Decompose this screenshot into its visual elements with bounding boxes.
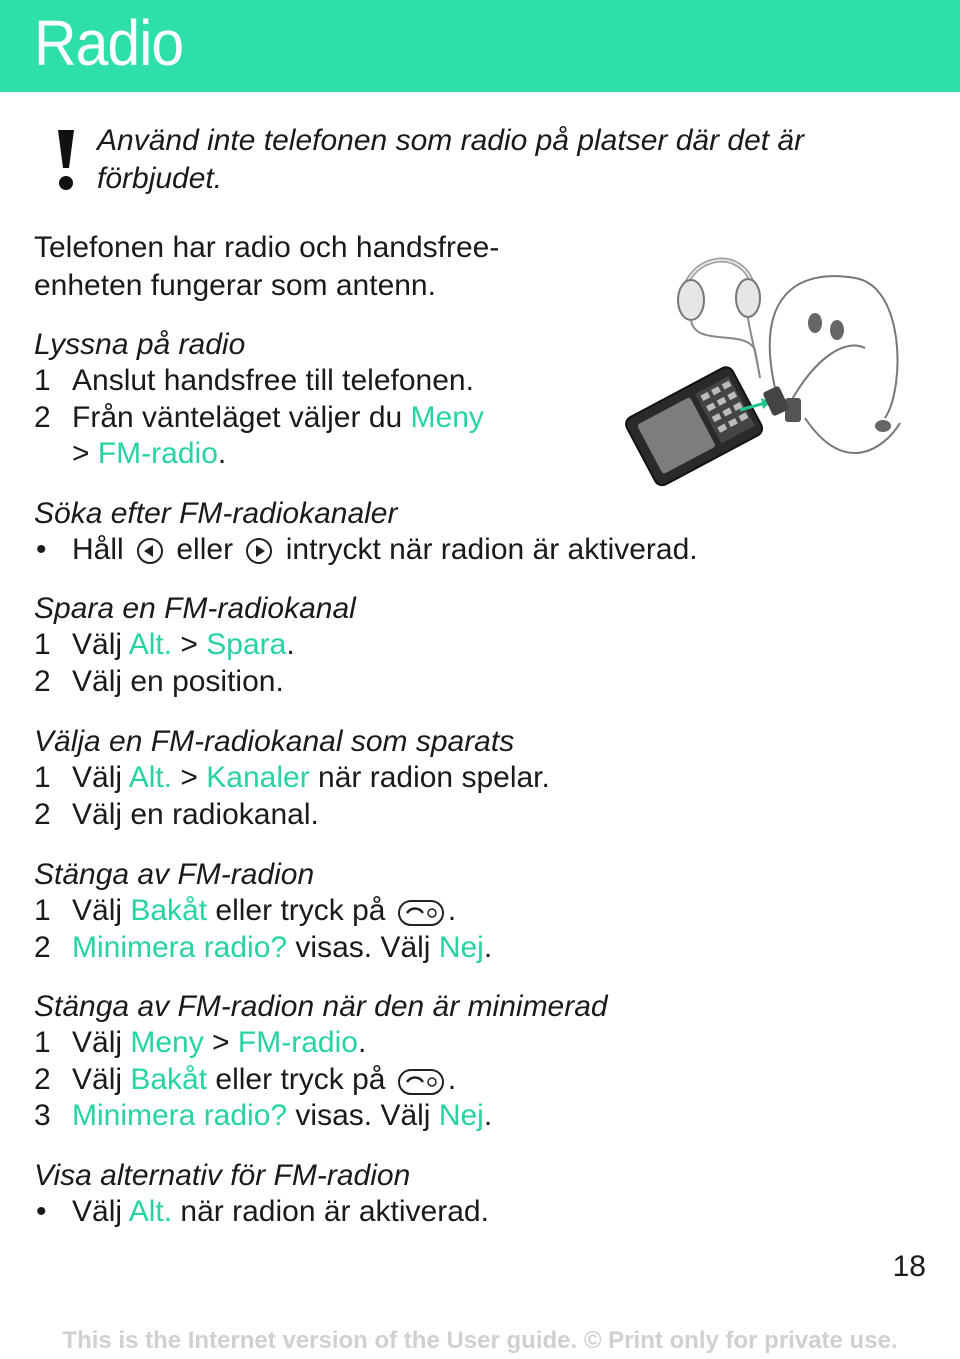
step-number: 2 xyxy=(34,1062,51,1096)
separator: > xyxy=(203,1026,238,1059)
step-text: Välj xyxy=(72,1062,131,1096)
menu-term: Nej xyxy=(438,930,484,964)
menu-term: Alt. xyxy=(128,761,173,794)
menu-term: Nej xyxy=(438,1099,484,1132)
section-heading: Lyssna på radio xyxy=(34,328,246,361)
section-options xyxy=(34,1158,914,1231)
menu-term: Spara xyxy=(206,628,287,661)
separator: > xyxy=(172,761,207,794)
menu-term: FM-radio xyxy=(97,437,218,470)
list-item xyxy=(34,532,914,569)
menu-term: Kanaler xyxy=(206,761,310,794)
step-number: 2 xyxy=(34,930,51,964)
punctuation: . xyxy=(447,894,457,927)
list-item xyxy=(34,1025,914,1062)
menu-term: Bakåt xyxy=(130,1062,208,1096)
section-heading: Stänga av FM-radion xyxy=(34,858,315,891)
step-text: Håll xyxy=(72,533,124,566)
exclamation-icon xyxy=(55,128,77,192)
section-heading: Spara en FM-radiokanal xyxy=(34,592,356,625)
step-number: 1 xyxy=(34,628,51,661)
punctuation: . xyxy=(357,1026,367,1059)
list-item xyxy=(34,893,914,930)
step-number: 2 xyxy=(34,664,51,698)
step-number: 1 xyxy=(34,894,51,927)
list-item xyxy=(34,1194,914,1231)
list-item xyxy=(34,760,914,797)
section-listen xyxy=(34,327,914,473)
punctuation: . xyxy=(483,930,493,964)
menu-term: Minimera radio? xyxy=(72,1099,288,1132)
step-number: 1 xyxy=(34,1026,51,1059)
bullet: • xyxy=(36,1195,47,1228)
step-number: 1 xyxy=(34,761,51,794)
separator: > xyxy=(172,628,207,661)
footer-notice: This is the Internet version of the User guide. © Print only for private use. xyxy=(62,1327,898,1354)
list-item xyxy=(34,664,914,701)
section-heading: Visa alternativ för FM-radion xyxy=(34,1159,411,1192)
navigation-right-icon xyxy=(245,537,273,565)
punctuation: . xyxy=(217,437,227,470)
list-item xyxy=(34,1062,914,1099)
menu-term: Meny xyxy=(410,400,484,434)
list-item xyxy=(34,1098,914,1135)
step-text: visas. Välj xyxy=(287,930,439,964)
bullet: • xyxy=(36,533,47,566)
step-text: visas. Välj xyxy=(287,1099,439,1132)
section-heading: Söka efter FM-radiokanaler xyxy=(34,497,398,530)
section-turn-off xyxy=(34,857,914,966)
list-item xyxy=(34,797,914,834)
step-number: 3 xyxy=(34,1099,51,1132)
step-text: Välj xyxy=(72,628,129,661)
list-item xyxy=(34,400,914,437)
page-number: 18 xyxy=(892,1250,926,1283)
warning-text: Använd inte telefonen som radio på platser där det är förbjudet. xyxy=(97,124,805,195)
step-number: 2 xyxy=(34,797,51,831)
section-search xyxy=(34,496,914,569)
section-heading: Välja en FM-radiokanal som sparats xyxy=(34,725,515,758)
section-save xyxy=(34,591,914,700)
step-text: Från vänteläget väljer du xyxy=(72,400,411,434)
page-header xyxy=(0,0,960,92)
punctuation: . xyxy=(483,1099,493,1132)
list-item xyxy=(34,627,914,664)
list-item xyxy=(34,363,914,400)
step-text: eller tryck på xyxy=(207,894,386,927)
menu-term: Bakåt xyxy=(130,894,208,927)
step-text: Välj xyxy=(72,1026,131,1059)
punctuation: . xyxy=(447,1062,457,1096)
page-title: Radio xyxy=(34,7,184,79)
menu-term: Alt. xyxy=(128,1195,173,1228)
step-number: 2 xyxy=(34,400,51,434)
step-text: eller tryck på xyxy=(207,1062,386,1096)
list-item-continuation xyxy=(34,436,914,473)
end-call-key-icon xyxy=(398,900,444,926)
intro-paragraph: Telefonen har radio och handsfree-enheten fungerar som antenn. xyxy=(34,231,500,302)
step-text: när radion spelar. xyxy=(309,761,550,794)
step-number: 1 xyxy=(34,364,51,397)
step-text: Välj en radiokanal. xyxy=(72,797,319,831)
separator: > xyxy=(72,437,98,470)
step-text: när radion är aktiverad. xyxy=(172,1195,489,1228)
list-item xyxy=(34,930,914,967)
step-text: eller xyxy=(176,533,234,566)
section-select xyxy=(34,724,914,833)
step-text: Välj en position. xyxy=(72,664,284,698)
punctuation: . xyxy=(286,628,295,661)
step-text: Välj xyxy=(72,894,131,927)
end-call-key-icon xyxy=(398,1069,444,1095)
section-heading: Stänga av FM-radion när den är minimerad xyxy=(34,990,608,1023)
step-text: intryckt när radion är aktiverad. xyxy=(285,533,698,566)
step-text: Anslut handsfree till telefonen. xyxy=(72,364,474,397)
step-text: Välj xyxy=(72,761,129,794)
menu-term: FM-radio xyxy=(237,1026,358,1059)
menu-term: Meny xyxy=(130,1026,204,1059)
navigation-left-icon xyxy=(136,537,164,565)
section-turn-off-minimized xyxy=(34,989,914,1135)
menu-term: Minimera radio? xyxy=(72,930,288,964)
step-text: Välj xyxy=(72,1195,129,1228)
menu-term: Alt. xyxy=(128,628,173,661)
